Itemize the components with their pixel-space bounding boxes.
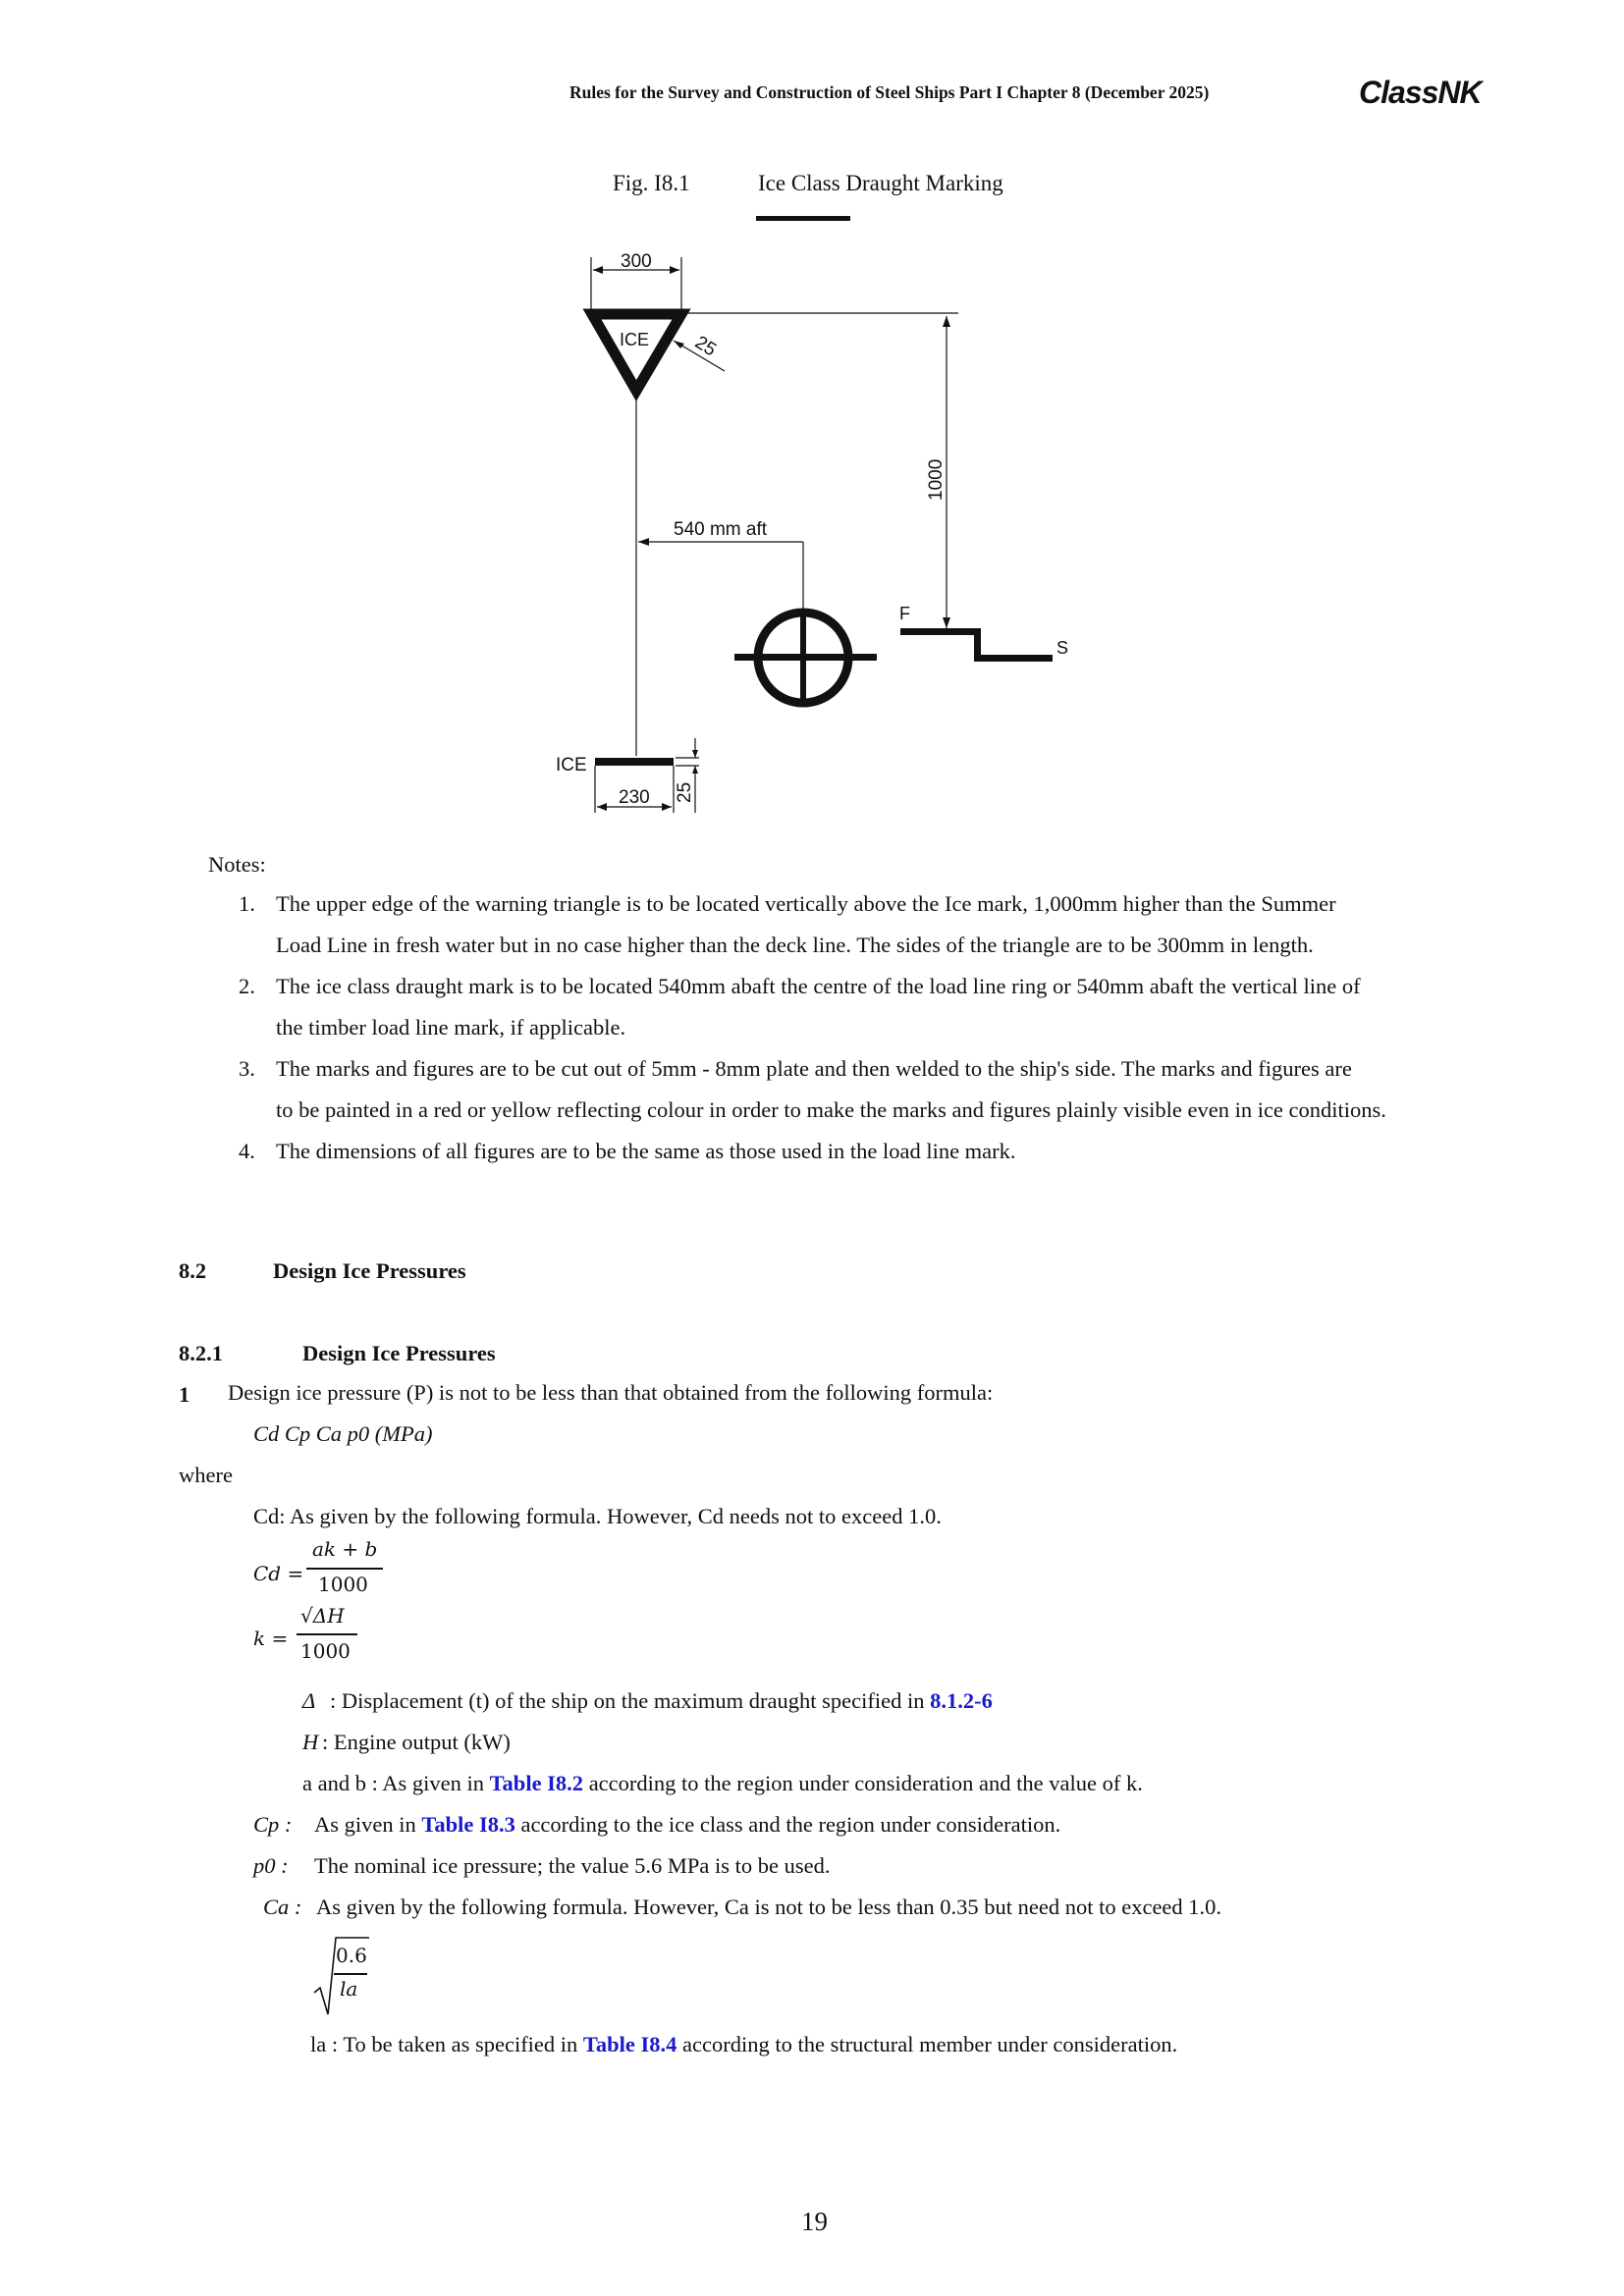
delta-symbol: Δ [302, 1688, 316, 1713]
summer-label: S [1056, 638, 1069, 658]
cd-denominator: 1000 [318, 1573, 368, 1596]
classnk-logo: ClassNK [1359, 75, 1482, 110]
h-symbol: H [302, 1730, 319, 1754]
dim-300-label: 300 [621, 251, 652, 272]
note-3-line-1: The marks and figures are to be cut out of 5mm - 8mm plate and then welded to the ship's side. The marks and figures are [276, 1056, 1352, 1081]
link-table-i8-4[interactable]: Table I8.4 [582, 2032, 677, 2056]
subsection-title: Design Ice Pressures [302, 1341, 496, 1365]
note-2-line-1: The ice class draught mark is to be located 540mm abaft the centre of the load line ring or 540mm abaft the vertical line of [276, 974, 1361, 998]
link-table-i8-3[interactable]: Table I8.3 [421, 1812, 515, 1837]
note-4-line-1: The dimensions of all figures are to be the same as those used in the load line mark. [276, 1139, 1016, 1163]
k-denominator: 1000 [300, 1639, 351, 1663]
note-1-line-2: Load Line in fresh water but in no case higher than the deck line. The sides of the triangle are to be 300mm in length. [276, 933, 1314, 957]
cp-symbol: Cp : [253, 1812, 293, 1837]
cd-definition: Cd: As given by the following formula. However, Cd needs not to exceed 1.0. [253, 1504, 942, 1528]
subsection-number: 8.2.1 [179, 1341, 223, 1365]
k-fraction-bar [297, 1633, 357, 1635]
cp-definition: As given in Table I8.3 according to the ice class and the region under consideration. [314, 1812, 1061, 1837]
cd-fraction-bar [306, 1568, 383, 1570]
ca-symbol: Ca : [263, 1895, 302, 1919]
dim-25-stroke-label: 25 [690, 332, 720, 361]
note-2-number: 2. [239, 974, 255, 998]
dim-540-aft-label: 540 mm aft [674, 519, 768, 540]
section-title: Design Ice Pressures [273, 1258, 466, 1283]
ca-fraction-bar [334, 1973, 367, 1975]
k-numerator: √ΔH [300, 1604, 345, 1628]
ice-draught-marking-diagram [0, 0, 1624, 864]
ab-definition: a and b : As given in Table I8.2 according to the region under consideration and the value of k. [302, 1771, 1143, 1795]
paragraph-number: 1 [179, 1382, 190, 1407]
note-3-number: 3. [239, 1056, 255, 1081]
k-lhs: k = [253, 1627, 289, 1650]
note-2-line-2: the timber load line mark, if applicable. [276, 1015, 626, 1040]
notes-heading: Notes: [208, 852, 266, 877]
cd-lhs: Cd = [253, 1562, 304, 1585]
note-3-line-2: to be painted in a red or yellow reflecting colour in order to make the marks and figures plainly visible even in ice conditions. [276, 1097, 1386, 1122]
ice-mark-label: ICE [556, 755, 587, 775]
cd-numerator: ak + b [312, 1537, 378, 1561]
note-1-line-1: The upper edge of the warning triangle is to be located vertically above the Ice mark, 1,000mm higher than the Summer [276, 891, 1336, 916]
ca-definition: As given by the following formula. However, Ca is not to be less than 0.35 but need not to exceed 1.0. [316, 1895, 1222, 1919]
page-number: 19 [801, 2207, 828, 2236]
p0-symbol: p0 : [253, 1853, 289, 1878]
note-4-number: 4. [239, 1139, 255, 1163]
triangle-ice-label: ICE [620, 330, 650, 349]
p0-definition: The nominal ice pressure; the value 5.6 MPa is to be used. [314, 1853, 831, 1878]
section-number: 8.2 [179, 1258, 207, 1283]
design-pressure-formula: Cd Cp Ca p0 (MPa) [253, 1421, 433, 1446]
dim-1000-label: 1000 [926, 458, 947, 501]
link-table-i8-2[interactable]: Table I8.2 [489, 1771, 584, 1795]
delta-definition: : Displacement (t) of the ship on the maximum draught specified in 8.1.2-6 [330, 1688, 993, 1713]
figure-number: Fig. I8.1 [613, 171, 690, 195]
link-8-1-2-6[interactable]: 8.1.2-6 [930, 1688, 993, 1713]
la-definition: la : To be taken as specified in Table I8.4 according to the structural member under consideration. [310, 2032, 1178, 2056]
where-label: where [179, 1463, 233, 1487]
warning-triangle [592, 314, 681, 391]
ca-numerator: 0.6 [336, 1944, 367, 1967]
dim-230-label: 230 [619, 787, 650, 808]
fresh-water-label: F [899, 604, 910, 623]
figure-title: Ice Class Draught Marking [758, 171, 1003, 195]
ice-mark-bar [595, 758, 674, 766]
h-definition: : Engine output (kW) [322, 1730, 511, 1754]
running-header: Rules for the Survey and Construction of Steel Ships Part I Chapter 8 (December 2025) [569, 82, 1210, 102]
dim-25-thickness-label: 25 [675, 781, 695, 803]
paragraph-1-text: Design ice pressure (P) is not to be less than that obtained from the following formula: [228, 1380, 994, 1405]
ca-denominator: la [340, 1977, 358, 2001]
note-1-number: 1. [239, 891, 255, 916]
